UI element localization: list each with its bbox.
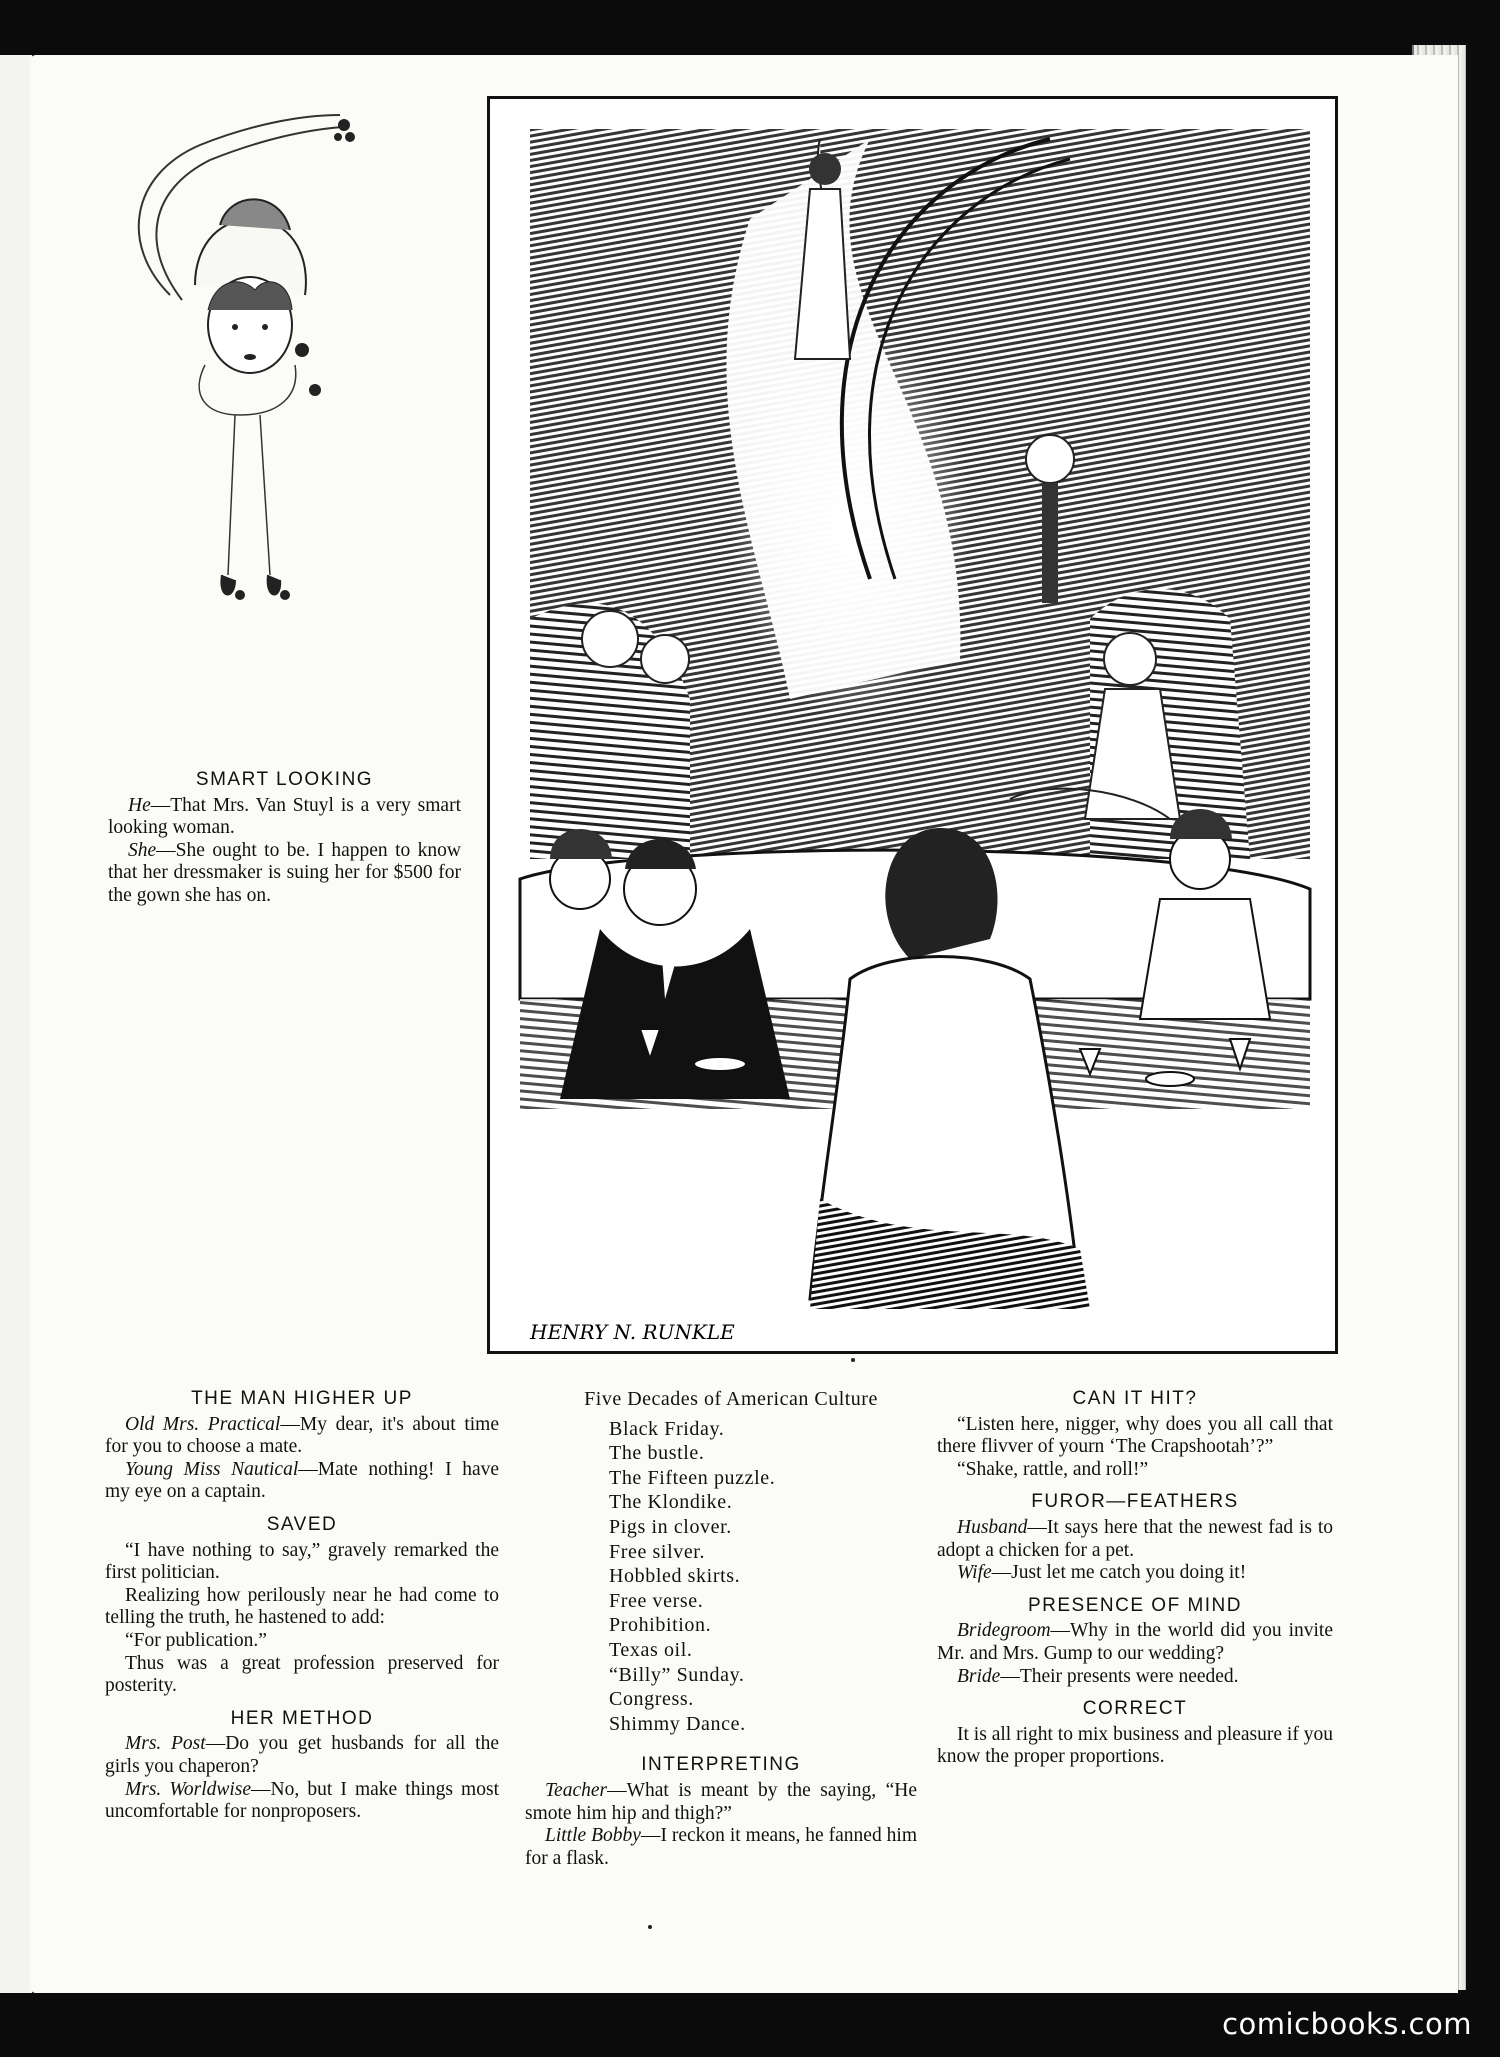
list-item: The bustle.	[609, 1442, 705, 1465]
book-left-edge	[0, 55, 34, 1993]
smart-looking-line-2: She—She ought to be. I happen to know that her dressmaker is suing her for $500 for the gown she has on.	[108, 839, 461, 906]
man-higher-up-line-1: Old Mrs. Practical—My dear, it's about time for you to choose a mate.	[105, 1413, 500, 1458]
list-item: Free verse.	[609, 1589, 704, 1612]
presence-of-mind-heading: PRESENCE OF MIND	[1027, 1594, 1243, 1616]
smart-looking-joke	[108, 769, 461, 908]
man-higher-up-line-2: Young Miss Nautical—Mate nothing! I have my eye on a captain.	[105, 1458, 500, 1503]
interpreting-heading: INTERPRETING	[641, 1754, 801, 1776]
list-item: Black Friday.	[609, 1417, 725, 1440]
print-speck	[648, 1925, 652, 1929]
print-speck	[851, 1358, 855, 1362]
column-middle	[525, 1388, 917, 1870]
list-item: Prohibition.	[609, 1614, 712, 1637]
presence-of-mind-line-2: Bride—Their presents were needed.	[957, 1665, 1239, 1687]
saved-p3: “For publication.”	[125, 1629, 267, 1651]
furor-feathers-line-1: Husband—It says here that the newest fad is to adopt a chicken for a pet.	[937, 1516, 1333, 1561]
her-method-line-2: Mrs. Worldwise—No, but I make things most uncomfortable for nonproposers.	[105, 1778, 499, 1823]
dinner-party-illustration	[487, 96, 1338, 1354]
correct-p1: It is all right to mix business and pleasure if you know the proper proportions.	[937, 1723, 1333, 1768]
saved-p4: Thus was a great profession preserved for posterity.	[105, 1652, 499, 1697]
list-item: Free silver.	[609, 1540, 706, 1563]
her-method-heading: HER METHOD	[230, 1707, 374, 1729]
five-decades-list	[525, 1417, 917, 1737]
saved-p2: Realizing how perilously near he had come to telling the truth, he hastened to add:	[105, 1584, 499, 1629]
list-item: The Fifteen puzzle.	[609, 1466, 776, 1489]
furor-feathers-line-2: Wife—Just let me catch you doing it!	[957, 1562, 1247, 1584]
smart-looking-line-1: He—That Mrs. Van Stuyl is a very smart looking woman.	[108, 794, 461, 839]
interpreting-line-2: Little Bobby—I reckon it means, he fanned him for a flask.	[525, 1825, 917, 1869]
interpreting-line-1: Teacher—What is meant by the saying, “He smote him hip and thigh?”	[525, 1779, 917, 1824]
her-method-line-1: Mrs. Post—Do you get husbands for all the girls you chaperon?	[105, 1733, 499, 1777]
list-item: Texas oil.	[609, 1638, 693, 1661]
correct-heading: CORRECT	[1082, 1698, 1188, 1720]
column-left	[105, 1388, 499, 1824]
five-decades-heading: Five Decades of American Culture	[584, 1388, 878, 1410]
smart-looking-heading: SMART LOOKING	[195, 769, 374, 790]
list-item: Shimmy Dance.	[609, 1712, 746, 1735]
list-item: “Billy” Sunday.	[609, 1663, 745, 1686]
list-item: The Klondike.	[609, 1491, 733, 1514]
saved-heading: SAVED	[266, 1513, 338, 1535]
dinner-party-drawing	[490, 99, 1335, 1351]
girl-sketch-illustration	[110, 95, 370, 625]
list-item: Hobbled skirts.	[609, 1565, 741, 1588]
can-it-hit-p2: “Shake, rattle, and roll!”	[957, 1458, 1149, 1480]
site-watermark: comicbooks.com	[1222, 2007, 1472, 2041]
column-right	[937, 1388, 1333, 1769]
man-higher-up-heading: THE MAN HIGHER UP	[191, 1388, 413, 1409]
can-it-hit-heading: CAN IT HIT?	[1072, 1388, 1198, 1409]
list-item: Congress.	[609, 1688, 694, 1711]
furor-feathers-heading: FUROR—FEATHERS	[1031, 1491, 1239, 1513]
illustration-signature: HENRY N. RUNKLE	[530, 1320, 735, 1344]
saved-p1: “I have nothing to say,” gravely remarked the first politician.	[105, 1539, 499, 1584]
list-item: Pigs in clover.	[609, 1515, 732, 1538]
presence-of-mind-line-1: Bridegroom—Why in the world did you invite Mr. and Mrs. Gump to our wedding?	[937, 1620, 1333, 1664]
can-it-hit-p1: “Listen here, nigger, why does you all call that there flivver of yourn ‘The Crapshootah’?”	[937, 1413, 1333, 1458]
